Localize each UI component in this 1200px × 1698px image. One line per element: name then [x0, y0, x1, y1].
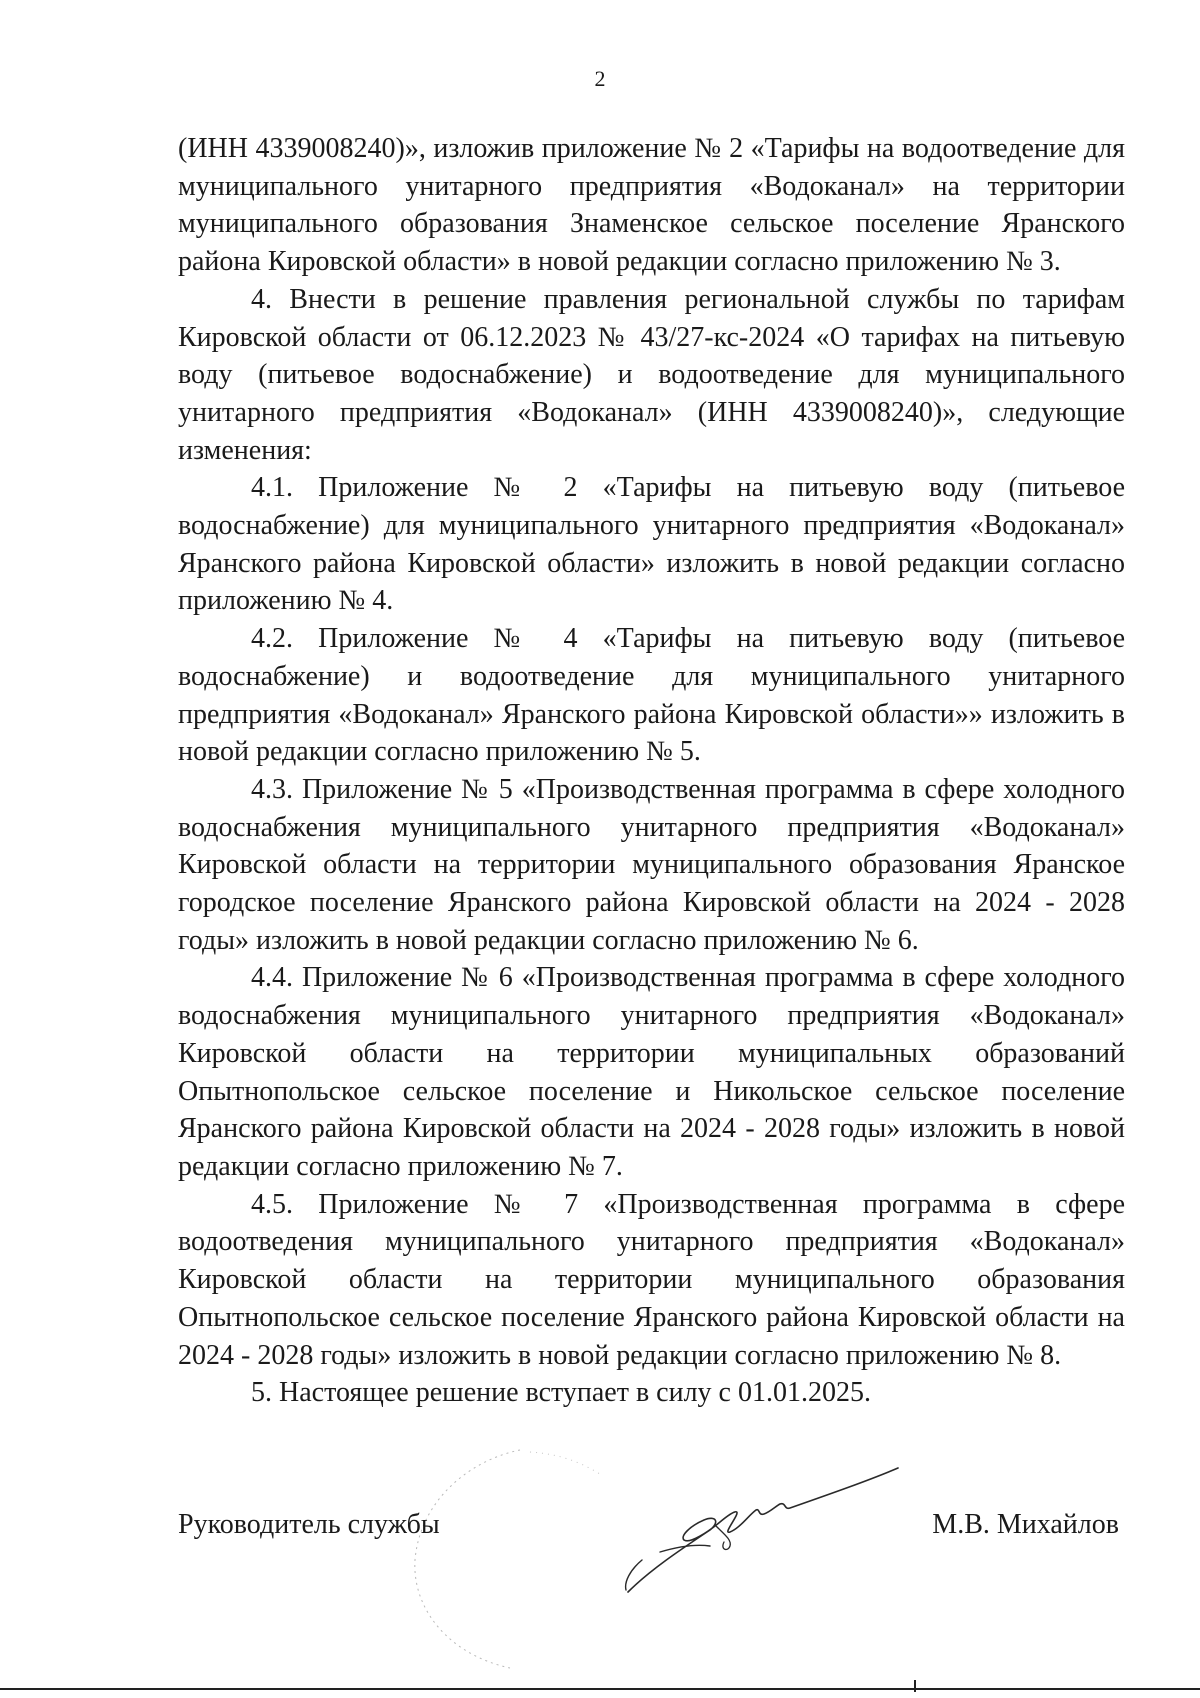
- page-number: 2: [594, 66, 606, 91]
- paragraph-item-4-1: 4.1. Приложение № 2 «Тарифы на питьевую воду (питьевое водоснабжение) для муниципального унитарного предприятия «Водоканал» Яранского района Кировской области» изложить в новой редакции согласно приложению № 4.: [178, 472, 1125, 617]
- paragraph-item-4: 4. Внести в решение правления региональной службы по тарифам Кировской области от 06.12.2023 № 43/27-кс-2024 «О тарифах на питьевую воду (питьевое водоснабжение) и водоотведение для муниципального унитарного предприятия «Водоканал» (ИНН 4339008240)», следующие изменения:: [178, 283, 1125, 466]
- paragraph-item-4-3: 4.3. Приложение № 5 «Производственная программа в сфере холодного водоснабжения муниципального унитарного предприятия «Водоканал» Кировской области на территории муниципального образования Яранское городское поселение Яранского района Кировской области на 2024 - 2028 годы» изложить в новой редакции согласно приложению № 6.: [178, 773, 1125, 956]
- bottom-rule-divider: [0, 1688, 1200, 1690]
- signatory-role: Руководитель службы: [178, 1509, 440, 1540]
- bottom-tick-divider: [914, 1680, 916, 1692]
- signature-block: [178, 1506, 1125, 1566]
- paragraph-item-5: 5. Настоящее решение вступает в силу с 01.01.2025.: [251, 1377, 871, 1409]
- paragraph-item-4-5: 4.5. Приложение № 7 «Производственная программа в сфере водоотведения муниципального унитарного предприятия «Водоканал» Кировской области на территории муниципального образования Опытнопольское сельское поселение Яранского района Кировской области на 2024 - 2028 годы» изложить в новой редакции согласно приложению № 8.: [178, 1188, 1125, 1371]
- signatory-name: М.В. Михайлов: [932, 1509, 1119, 1540]
- paragraph-item-4-2: 4.2. Приложение № 4 «Тарифы на питьевую воду (питьевое водоснабжение) и водоотведение для муниципального унитарного предприятия «Водоканал» Яранского района Кировской области»» изложить в новой редакции согласно приложению № 5.: [178, 623, 1125, 768]
- paragraph-continuation: (ИНН 4339008240)», изложив приложение № 2 «Тарифы на водоотведение для муниципального унитарного предприятия «Водоканал» на территории муниципального образования Знаменское сельское поселение Яранского района Кировской области» в новой редакции согласно приложению № 3.: [178, 133, 1125, 278]
- paragraph-item-4-4: 4.4. Приложение № 6 «Производственная программа в сфере холодного водоснабжения муниципального унитарного предприятия «Водоканал» Кировской области на территории муниципальных образований Опытнопольское сельское поселение и Никольское сельское поселение Яранского района Кировской области на 2024 - 2028 годы» изложить в новой редакции согласно приложению № 7.: [178, 962, 1125, 1182]
- document-body: [178, 130, 1125, 1412]
